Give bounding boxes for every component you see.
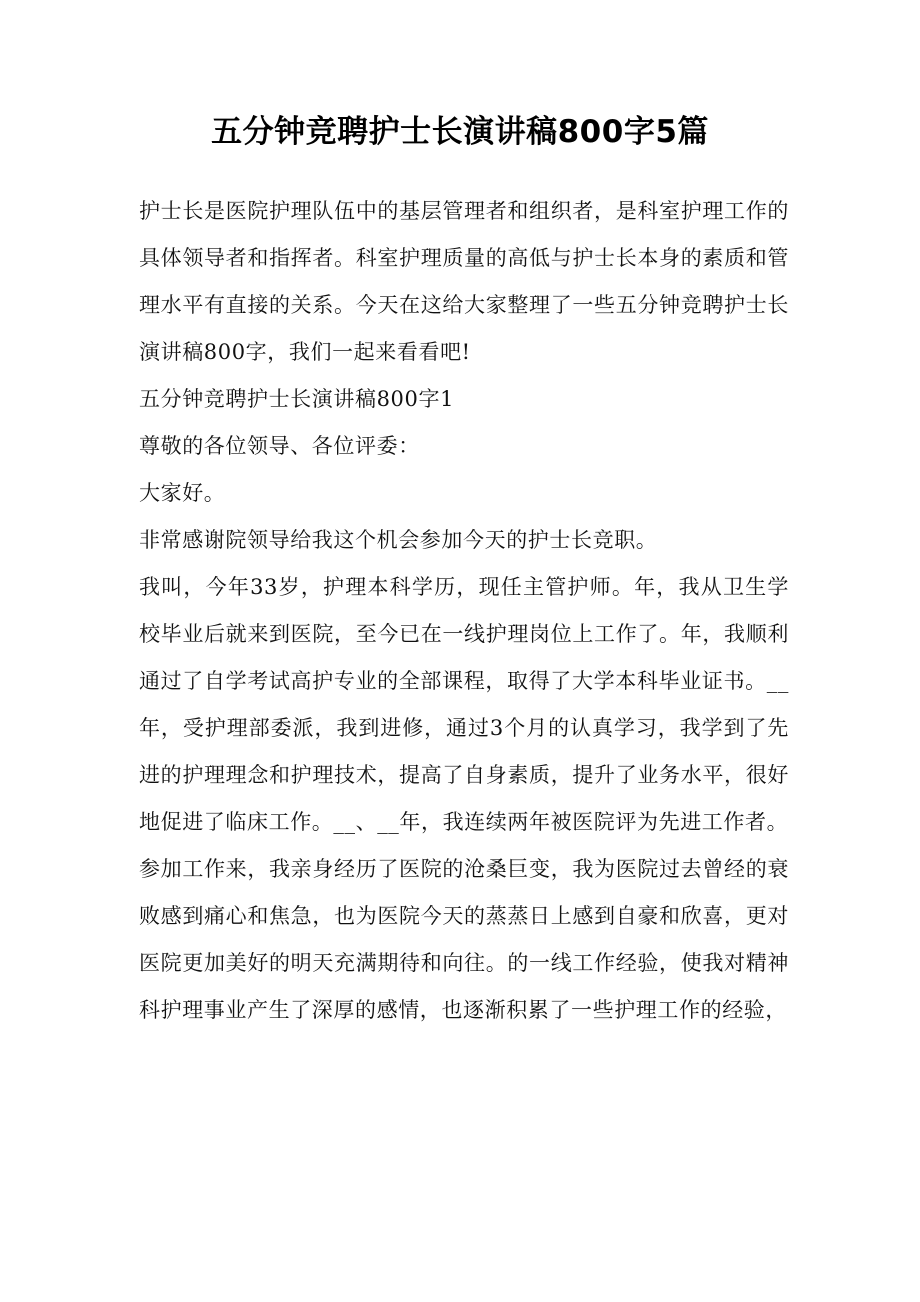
thanks-paragraph: 非常感谢院领导给我这个机会参加今天的护士长竞职。 xyxy=(139,528,658,552)
greeting: 大家好。 xyxy=(139,481,226,505)
document-body xyxy=(139,188,789,1034)
experience-paragraph: 参加工作来，我亲身经历了医院的沧桑巨变，我为医院过去曾经的衰败感到痛心和焦急，也为医院今天的蒸蒸日上感到自豪和欣喜，更对医院更加美好的明天充满期待和向往。的一线工作经验，使我对精神科护理事业产生了深厚的感情，也逐渐积累了一些护理工作的经验， xyxy=(139,857,789,1022)
document-title: 五分钟竞聘护士长演讲稿800字5篇 xyxy=(211,114,709,150)
intro-paragraph: 护士长是医院护理队伍中的基层管理者和组织者，是科室护理工作的具体领导者和指挥者。科室护理质量的高低与护士长本身的素质和管理水平有直接的关系。今天在这给大家整理了一些五分钟竞聘护士长演讲稿800字，我们一起来看看吧! xyxy=(139,199,789,364)
section-heading: 五分钟竞聘护士长演讲稿800字1 xyxy=(139,387,455,411)
self-introduction-paragraph: 我叫，今年33岁，护理本科学历，现任主管护师。年，我从卫生学校毕业后就来到医院，至今已在一线护理岗位上工作了。年，我顺利通过了自学考试高护专业的全部课程，取得了大学本科毕业证书。__年，受护理部委派，我到进修，通过3个月的认真学习，我学到了先进的护理理念和护理技术，提高了自身素质，提升了业务水平，很好地促进了临床工作。__、__年，我连续两年被医院评为先进工作者。 xyxy=(139,575,789,834)
salutation: 尊敬的各位领导、各位评委： xyxy=(139,434,420,458)
